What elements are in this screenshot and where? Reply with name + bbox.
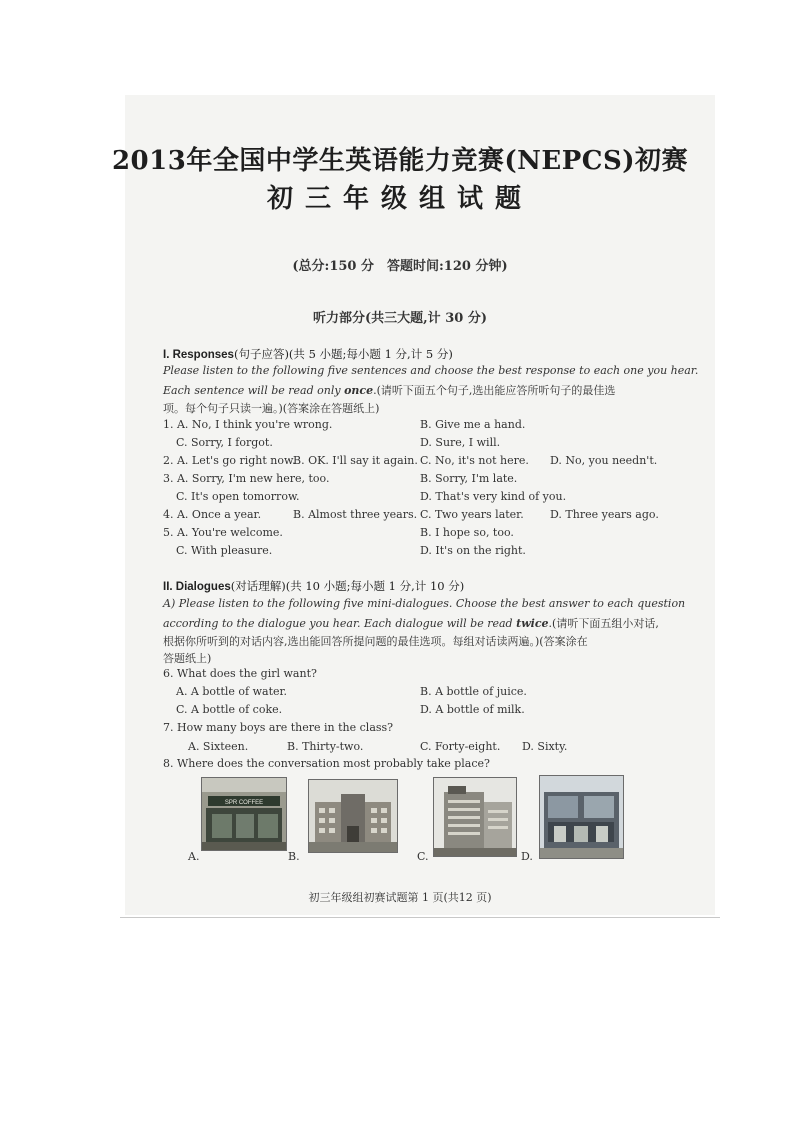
q4-option-a: 4. A. Once a year. (163, 508, 262, 521)
cafe-sign-text: SPR COFFEE (224, 800, 264, 806)
q6-option-b: B. A bottle of juice. (420, 685, 527, 698)
section2-instr2b: twice (516, 617, 549, 630)
q7-option-c: C. Forty-eight. (420, 740, 501, 753)
q8-question: 8. Where does the conversation most probably take place? (163, 757, 490, 770)
q6-option-d: D. A bottle of milk. (420, 703, 525, 716)
q4-option-b: B. Almost three years. (293, 508, 418, 521)
q3-option-d: D. That's very kind of you. (420, 490, 567, 503)
section2-instruction-4: 答题纸上) (163, 652, 212, 665)
section2-heading (163, 578, 464, 594)
q4-option-d: D. Three years ago. (550, 508, 659, 521)
q6-question: 6. What does the girl want? (163, 667, 317, 680)
q4-option-c: C. Two years later. (420, 508, 524, 521)
q1-option-b: B. Give me a hand. (420, 418, 526, 431)
q7-option-a: A. Sixteen. (188, 740, 249, 753)
section1-instr2b: once (344, 384, 374, 397)
section1-title-cn: (句子应答)(共 5 小题;每小题 1 分,计 5 分) (233, 347, 453, 361)
q8-image-a-cafe (201, 777, 287, 851)
q5-option-b: B. I hope so, too. (420, 526, 514, 539)
q5-option-a: 5. A. You're welcome. (163, 526, 283, 539)
q2-option-c: C. No, it's not here. (420, 454, 529, 467)
exam-subtitle: 初三年级组试题 (266, 184, 533, 214)
q6-option-c: C. A bottle of coke. (176, 703, 283, 716)
section1-instr2c: .(请听下面五个句子,选出能应答所听句子的最佳选 (373, 384, 616, 397)
page-footer: 初三年级组初赛试题第 1 页(共12 页) (308, 891, 492, 904)
q1-option-a: 1. A. No, I think you're wrong. (163, 418, 333, 431)
section2-instruction-1: A) Please listen to the following five mini-dialogues. Choose the best answer to each question (163, 597, 686, 610)
score-info: (总分:150 分 答题时间:120 分钟) (292, 259, 508, 274)
section2-title: II. Dialogues (163, 581, 231, 593)
q7-question: 7. How many boys are there in the class? (163, 721, 394, 734)
q3-option-b: B. Sorry, I'm late. (420, 472, 518, 485)
q8-label-b: B. (288, 850, 300, 863)
section2-instruction-2 (163, 615, 659, 631)
q8-label-d: D. (521, 850, 533, 863)
exam-title: 2013年全国中学生英语能力竞赛(NEPCS)初赛 (111, 146, 689, 176)
q6-option-a: A. A bottle of water. (176, 685, 288, 698)
q2-option-b: B. OK. I'll say it again. (293, 454, 418, 467)
q2-option-a: 2. A. Let's go right now. (163, 454, 296, 467)
q5-option-d: D. It's on the right. (420, 544, 526, 557)
section1-instr2a: Each sentence will be read only (163, 384, 345, 397)
q8-label-c: C. (417, 850, 429, 863)
q3-option-c: C. It's open tomorrow. (176, 490, 300, 503)
q8-label-a: A. (188, 850, 200, 863)
q7-option-b: B. Thirty-two. (287, 740, 364, 753)
q8-image-b-school-building (308, 779, 398, 853)
listening-heading: 听力部分(共三大题,计 30 分) (313, 311, 487, 326)
q1-option-c: C. Sorry, I forgot. (176, 436, 273, 449)
section2-instr2c: .(请听下面五组小对话, (548, 617, 659, 630)
section2-instr2a: according to the dialogue you hear. Each dialogue will be read (163, 617, 517, 630)
q8-image-c-hospital (433, 777, 517, 857)
q5-option-c: C. With pleasure. (176, 544, 273, 557)
q7-option-d: D. Sixty. (522, 740, 568, 753)
section1-instruction-1: Please listen to the following five sentences and choose the best response to each one you hear. (163, 364, 699, 377)
q1-option-d: D. Sure, I will. (420, 436, 501, 449)
page-bottom-rule (120, 917, 720, 918)
section1-title: I. Responses (163, 349, 234, 361)
section2-title-cn: (对话理解)(共 10 小题;每小题 1 分,计 10 分) (230, 579, 465, 593)
section1-heading (163, 346, 453, 362)
q3-option-a: 3. A. Sorry, I'm new here, too. (163, 472, 330, 485)
q2-option-d: D. No, you needn't. (550, 454, 658, 467)
section2-instruction-3: 根据你所听到的对话内容,选出能回答所提问题的最佳选项。每组对话读两遍。)(答案涂在 (163, 635, 588, 648)
section1-instruction-3: 项。每个句子只读一遍。)(答案涂在答题纸上) (163, 402, 380, 415)
section1-instruction-2 (163, 382, 615, 398)
q8-image-d-shopping-mall (539, 775, 624, 859)
